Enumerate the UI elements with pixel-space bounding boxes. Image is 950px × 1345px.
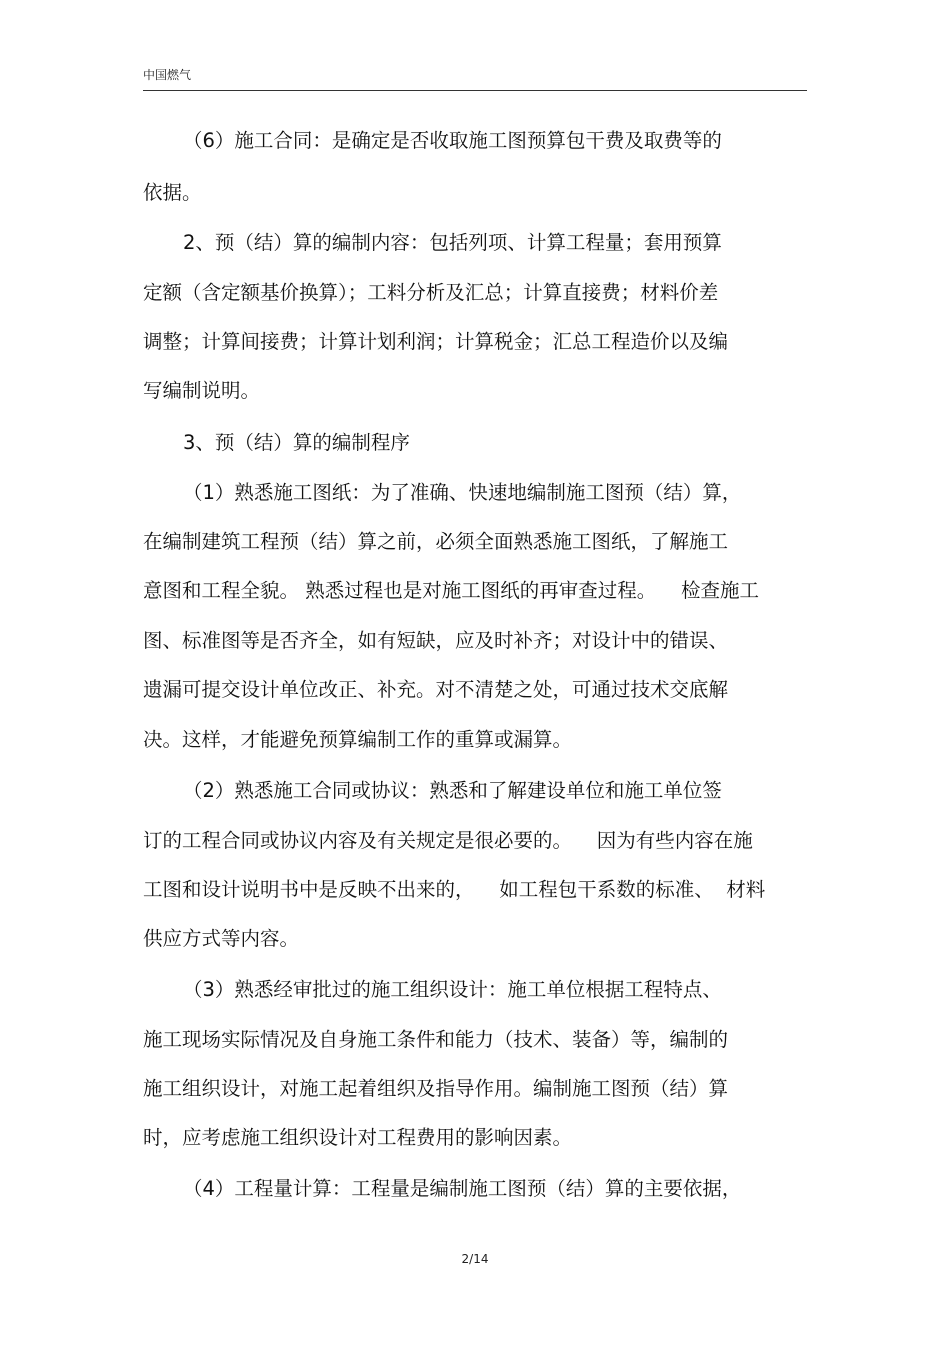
body-line: 遗漏可提交设计单位改正、补充。对不清楚之处，可通过技术交底解 — [143, 678, 729, 701]
header-divider — [143, 90, 807, 91]
body-line: （6）施工合同：是确定是否收取施工图预算包干费及取费等的 — [183, 129, 722, 152]
body-line: 施工现场实际情况及自身施工条件和能力（技术、装备）等，编制的 — [143, 1028, 729, 1051]
body-line: 在编制建筑工程预（结）算之前，必须全面熟悉施工图纸，了解施工 — [143, 530, 729, 553]
body-line: 2、预（结）算的编制内容：包括列项、计算工程量；套用预算 — [183, 231, 722, 254]
body-line: 订的工程合同或协议内容及有关规定是很必要的。 因为有些内容在施 — [143, 829, 753, 852]
body-line: 施工组织设计，对施工起着组织及指导作用。编制施工图预（结）算 — [143, 1077, 729, 1100]
body-line: 工图和设计说明书中是反映不出来的， 如工程包干系数的标准、 材料 — [143, 878, 766, 901]
body-line: （2）熟悉施工合同或协议：熟悉和了解建设单位和施工单位签 — [183, 779, 722, 802]
body-line: （3）熟悉经审批过的施工组织设计：施工单位根据工程特点、 — [183, 978, 722, 1001]
body-line: 供应方式等内容。 — [143, 927, 300, 950]
page-number: 2/14 — [461, 1252, 489, 1266]
body-line: 调整；计算间接费；计算计划利润；计算税金；汇总工程造价以及编 — [143, 330, 729, 353]
body-line: 时，应考虑施工组织设计对工程费用的影响因素。 — [143, 1126, 573, 1149]
body-line: 写编制说明。 — [143, 379, 261, 402]
body-line: 定额（含定额基价换算）；工料分析及汇总；计算直接费；材料价差 — [143, 281, 719, 304]
body-line: （4）工程量计算：工程量是编制施工图预（结）算的主要依据， — [183, 1177, 742, 1200]
body-line: 图、标准图等是否齐全，如有短缺，应及时补齐；对设计中的错误、 — [143, 629, 729, 652]
body-line: （1）熟悉施工图纸：为了准确、快速地编制施工图预（结）算， — [183, 481, 742, 504]
body-line: 依据。 — [143, 181, 202, 204]
body-line: 意图和工程全貌。 熟悉过程也是对施工图纸的再审查过程。 检查施工 — [143, 579, 759, 602]
body-line: 决。这样，才能避免预算编制工作的重算或漏算。 — [143, 728, 573, 751]
page-header-title: 中国燃气 — [143, 68, 192, 82]
body-line: 3、预（结）算的编制程序 — [183, 431, 410, 454]
